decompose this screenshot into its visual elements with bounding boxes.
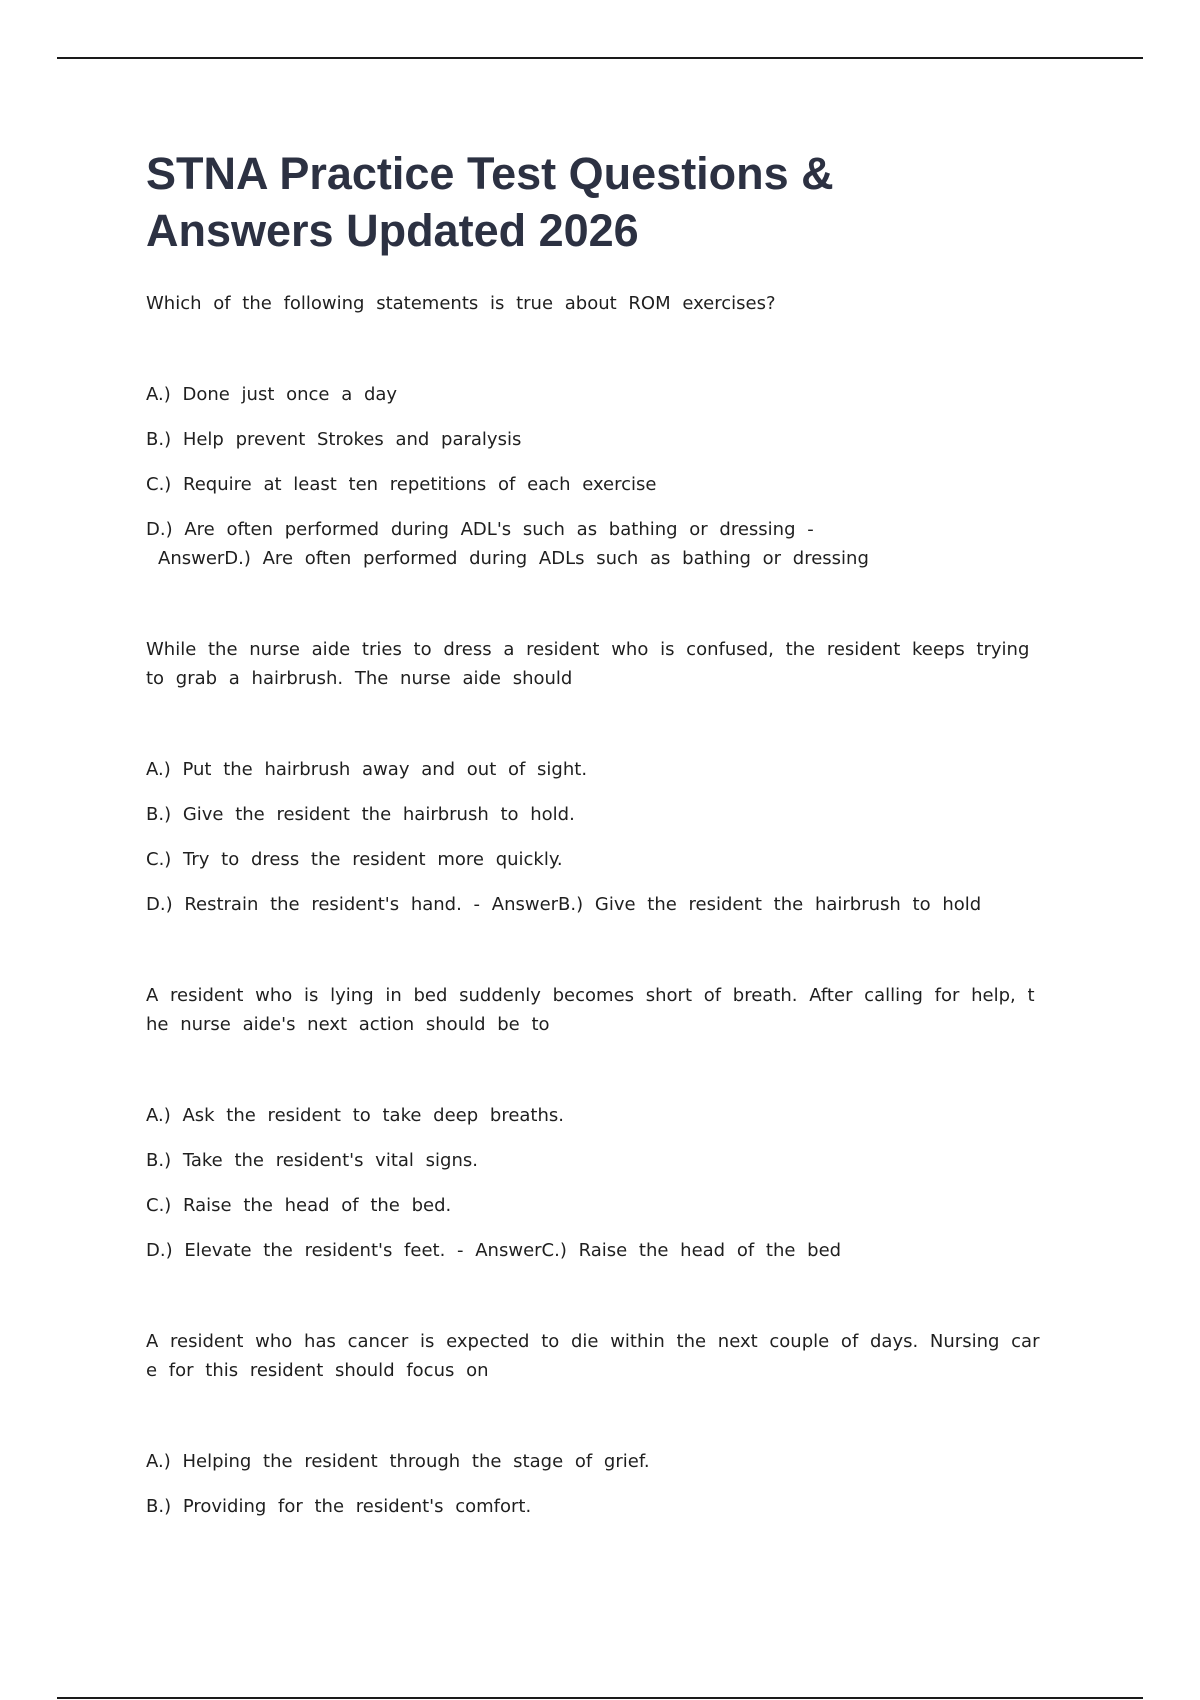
question-line: Which of the following statements is true about ROM exercises? xyxy=(146,293,776,314)
question-block-1 xyxy=(146,289,1046,573)
option-a: A.) Helping the resident through the stage of grief. xyxy=(146,1451,650,1472)
option-a: A.) Put the hairbrush away and out of sight. xyxy=(146,759,588,780)
question-text xyxy=(146,289,1046,318)
question-line: e for this resident should focus on xyxy=(146,1360,489,1381)
document-title xyxy=(146,145,1046,259)
option-d: D.) Restrain the resident's hand. - AnswerB.) Give the resident the hairbrush to hold xyxy=(146,894,982,915)
document-body xyxy=(146,145,1046,1537)
option-a: A.) Ask the resident to take deep breaths. xyxy=(146,1105,564,1126)
question-text xyxy=(146,981,1046,1039)
bottom-rule xyxy=(57,1697,1143,1699)
answer-text: AnswerD.) Are often performed during ADLs such as bathing or dressing xyxy=(158,548,869,569)
option-c: C.) Try to dress the resident more quickly. xyxy=(146,849,563,870)
question-block-3 xyxy=(146,981,1046,1265)
question-line: to grab a hairbrush. The nurse aide should xyxy=(146,668,573,689)
option-c: C.) Raise the head of the bed. xyxy=(146,1195,452,1216)
top-rule xyxy=(57,57,1143,59)
question-line: A resident who has cancer is expected to die within the next couple of days. Nursing car xyxy=(146,1331,1040,1352)
question-text xyxy=(146,1327,1046,1385)
question-text xyxy=(146,635,1046,693)
option-d-text: D.) Are often performed during ADL's such as bathing or dressing - xyxy=(146,519,814,540)
option-b: B.) Providing for the resident's comfort. xyxy=(146,1496,532,1517)
option-a: A.) Done just once a day xyxy=(146,384,398,405)
question-line: he nurse aide's next action should be to xyxy=(146,1014,550,1035)
title-line-1: STNA Practice Test Questions & xyxy=(146,148,834,199)
title-line-2: Answers Updated 2026 xyxy=(146,205,639,256)
option-c: C.) Require at least ten repetitions of each exercise xyxy=(146,474,657,495)
option-b: B.) Give the resident the hairbrush to hold. xyxy=(146,804,575,825)
question-block-4 xyxy=(146,1327,1046,1521)
option-b: B.) Help prevent Strokes and paralysis xyxy=(146,429,522,450)
option-b: B.) Take the resident's vital signs. xyxy=(146,1150,478,1171)
question-line: A resident who is lying in bed suddenly becomes short of breath. After calling for help, t xyxy=(146,985,1035,1006)
option-d: D.) Elevate the resident's feet. - AnswerC.) Raise the head of the bed xyxy=(146,1240,842,1261)
question-block-2 xyxy=(146,635,1046,919)
question-line: While the nurse aide tries to dress a resident who is confused, the resident keeps trying xyxy=(146,639,1030,660)
option-d xyxy=(146,515,1046,573)
